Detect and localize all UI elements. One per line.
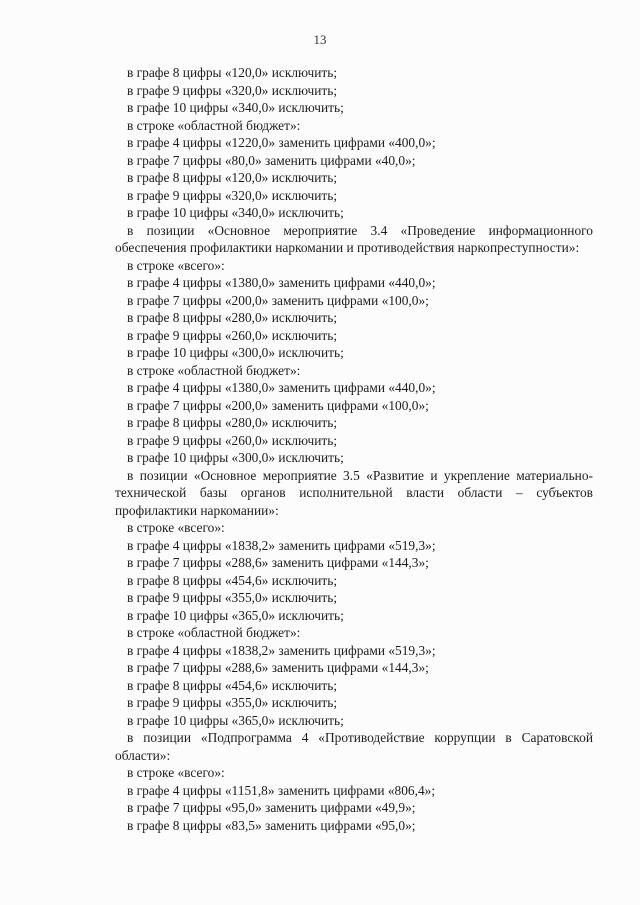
paragraph: в графе 4 цифры «1220,0» заменить цифрами «400,0»; (127, 135, 436, 150)
paragraph: в строке «областной бюджет»: (127, 117, 301, 133)
paragraph: в графе 9 цифры «355,0» исключить; (127, 590, 338, 605)
paragraph: в графе 7 цифры «200,0» заменить цифрами «100,0»; (127, 292, 429, 308)
paragraph: в графе 4 цифры «1838,2» заменить цифрами «519,3»; (127, 537, 436, 553)
paragraph: в графе 8 цифры «83,5» заменить цифрами «95,0»; (127, 817, 416, 833)
paragraph: в графе 8 цифры «120,0» исключить; (127, 170, 338, 185)
paragraph: в графе 9 цифры «260,0» исключить; (127, 432, 338, 448)
paragraph: в позиции «Подпрограмма 4 «Противодействие коррупции в Саратовской области»: (115, 730, 593, 763)
paragraph: в строке «областной бюджет»: (127, 625, 301, 640)
paragraph: в графе 7 цифры «288,6» заменить цифрами «144,3»; (127, 555, 429, 570)
paragraph: в графе 10 цифры «365,0» исключить; (127, 712, 344, 728)
paragraph: в графе 9 цифры «320,0» исключить; (127, 187, 338, 203)
paragraph: в графе 10 цифры «300,0» исключить; (127, 450, 344, 465)
paragraph: в графе 9 цифры «355,0» исключить; (127, 695, 338, 710)
paragraph: в графе 10 цифры «340,0» исключить; (127, 205, 344, 220)
paragraph: в графе 10 цифры «300,0» исключить; (127, 345, 344, 360)
paragraph: в графе 10 цифры «340,0» исключить; (127, 100, 344, 115)
paragraph: в строке «областной бюджет»: (127, 362, 301, 378)
paragraph: в графе 8 цифры «280,0» исключить; (127, 415, 338, 430)
document-body (115, 64, 593, 834)
paragraph: в графе 7 цифры «95,0» заменить цифрами «49,9»; (127, 800, 416, 815)
page-number: 13 (313, 32, 327, 47)
paragraph: в строке «всего»: (127, 765, 225, 780)
paragraph: в графе 9 цифры «320,0» исключить; (127, 82, 338, 98)
paragraph: в позиции «Основное мероприятие 3.4 «Проведение информационного обеспечения профилактики наркомании и противодействия наркопреступности»: (115, 222, 593, 255)
paragraph: в графе 7 цифры «288,6» заменить цифрами «144,3»; (127, 660, 429, 675)
paragraph: в графе 4 цифры «1151,8» заменить цифрами «806,4»; (127, 782, 436, 798)
paragraph: в графе 8 цифры «454,6» исключить; (127, 677, 338, 693)
paragraph: в графе 4 цифры «1380,0» заменить цифрами «440,0»; (127, 275, 436, 290)
paragraph: в графе 8 цифры «280,0» исключить; (127, 310, 338, 325)
paragraph: в графе 7 цифры «200,0» заменить цифрами «100,0»; (127, 397, 429, 413)
paragraph: в позиции «Основное мероприятие 3.5 «Развитие и укрепление материально-технической базы органов исполнительной власти области – субъектов профилактики наркомании»: (115, 467, 593, 518)
paragraph: в графе 9 цифры «260,0» исключить; (127, 327, 338, 343)
paragraph: в графе 8 цифры «120,0» исключить; (127, 65, 338, 80)
paragraph: в графе 4 цифры «1380,0» заменить цифрами «440,0»; (127, 380, 436, 395)
paragraph: в графе 10 цифры «365,0» исключить; (127, 607, 344, 623)
paragraph: в графе 7 цифры «80,0» заменить цифрами «40,0»; (127, 152, 416, 168)
paragraph: в графе 8 цифры «454,6» исключить; (127, 572, 338, 588)
paragraph: в графе 4 цифры «1838,2» заменить цифрами «519,3»; (127, 642, 436, 658)
paragraph: в строке «всего»: (127, 520, 225, 535)
paragraph: в строке «всего»: (127, 257, 225, 273)
